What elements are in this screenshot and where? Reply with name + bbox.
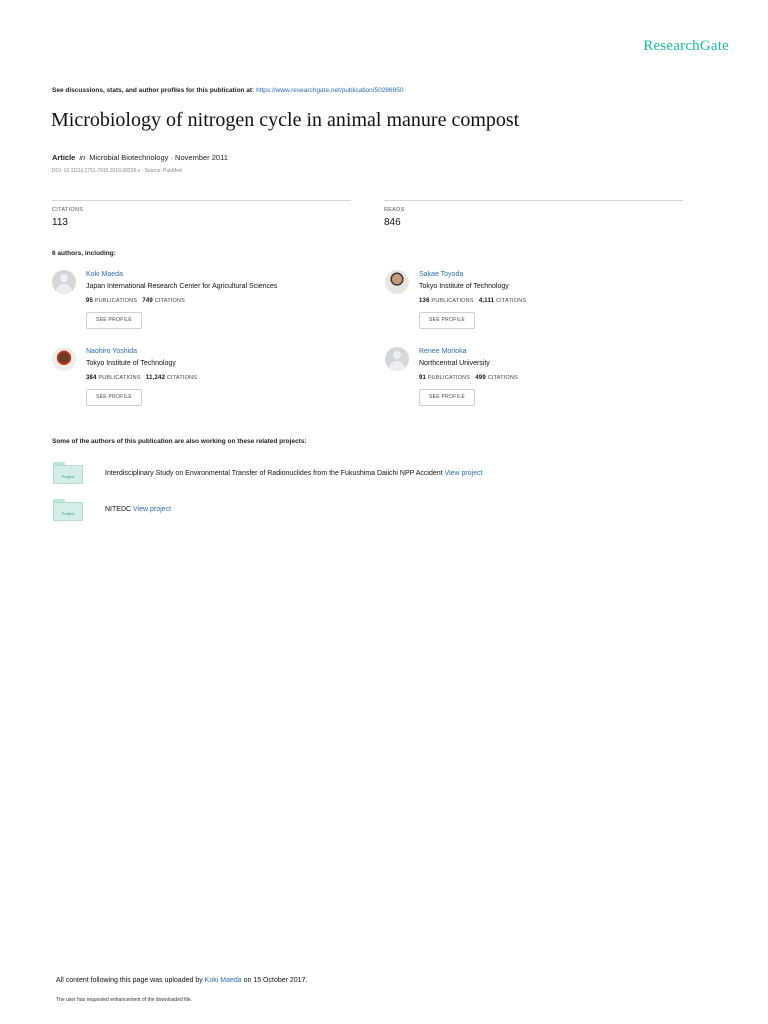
author-card [52,347,352,417]
upload-prefix: All content following this page was uploaded by [56,977,203,984]
publications-label: PUBLICATIONS [94,298,138,304]
upload-info [56,977,307,984]
author-institution: Tokyo Institute of Technology [419,283,509,290]
avatar-photo[interactable] [385,270,409,294]
publications-count: 91 [419,375,427,381]
author-stats [86,298,185,304]
authors-heading: 6 authors, including: [52,250,116,257]
paper-type: Article [52,153,76,162]
discussion-prefix: See discussions, stats, and author profiles for this publication at: [52,87,255,94]
see-profile-button[interactable]: SEE PROFILE [86,389,142,406]
publications-label: PUBLICATIONS [98,375,141,381]
avatar-photo[interactable] [52,347,76,371]
citations-value: 113 [52,217,68,228]
paper-meta [52,153,228,162]
citations-label: CITATIONS [495,298,527,304]
author-card [52,270,352,340]
author-stats [419,298,526,304]
project-icon-label: Project [61,474,75,479]
publication-url-link[interactable]: https://www.researchgate.net/publication/50286950 [256,87,404,94]
author-card [385,347,685,417]
publications-count: 95 [86,298,94,304]
view-project-link[interactable]: View project [444,470,483,477]
paper-in: in [79,153,86,162]
upload-suffix: on 15 October 2017. [243,977,308,984]
author-institution: Northcentral University [419,360,490,367]
author-stats [419,375,518,381]
paper-title: Microbiology of nitrogen cycle in animal manure compost [51,109,520,131]
avatar-placeholder-icon[interactable] [385,347,409,371]
citations-count: 4,111 [478,298,495,304]
author-stats [86,375,197,381]
project-title: Interdisciplinary Study on Environmental Transfer of Radionuclides from the Fukushima Daiichi NPP Accident [105,470,443,477]
journal-info: Microbial Biotechnology · November 2011 [89,153,228,162]
author-institution: Tokyo Institute of Technology [86,360,176,367]
author-institution: Japan International Research Center for Agricultural Sciences [86,283,278,290]
project-item [105,506,171,513]
doi-line: DOI: 10.1111/j.1751-7915.2010.00236.x · Source: PubMed [52,168,182,174]
see-profile-button[interactable]: SEE PROFILE [419,389,475,406]
divider-reads [384,200,683,201]
avatar-placeholder-icon[interactable] [52,270,76,294]
project-folder-icon[interactable] [53,499,83,521]
enhancement-note: The user has requested enhancement of the downloaded file. [56,997,192,1003]
view-project-link[interactable]: View project [133,506,172,513]
author-name-link[interactable]: Sakae Toyoda [419,271,464,278]
citations-label: CITATIONS [154,298,186,304]
uploader-link[interactable]: Koki Maeda [204,977,242,984]
discussion-line [52,87,404,94]
related-projects-heading: Some of the authors of this publication are also working on these related projects: [52,438,307,445]
project-item [105,470,483,477]
publications-count: 136 [419,298,430,304]
citations-label: CITATIONS [52,207,84,213]
researchgate-logo[interactable]: ResearchGate [643,38,729,54]
citations-count: 11,242 [145,375,166,381]
project-icon-label: Project [61,511,75,516]
see-profile-button[interactable]: SEE PROFILE [86,312,142,329]
project-folder-icon[interactable] [53,462,83,484]
divider-citations [52,200,351,201]
reads-value: 846 [384,217,401,228]
citations-count: 749 [142,298,153,304]
reads-label: READS [384,207,405,213]
project-title: NITEDC [105,506,132,513]
citations-count: 499 [475,375,486,381]
publications-label: PUBLICATIONS [431,298,474,304]
author-name-link[interactable]: Koki Maeda [86,271,123,278]
author-card [385,270,685,340]
publications-count: 384 [86,375,97,381]
publications-label: PUBLICATIONS [427,375,471,381]
author-name-link[interactable]: Renee Morioka [419,348,467,355]
see-profile-button[interactable]: SEE PROFILE [419,312,475,329]
author-name-link[interactable]: Naohiro Yoshida [86,348,137,355]
citations-label: CITATIONS [487,375,519,381]
citations-label: CITATIONS [166,375,198,381]
